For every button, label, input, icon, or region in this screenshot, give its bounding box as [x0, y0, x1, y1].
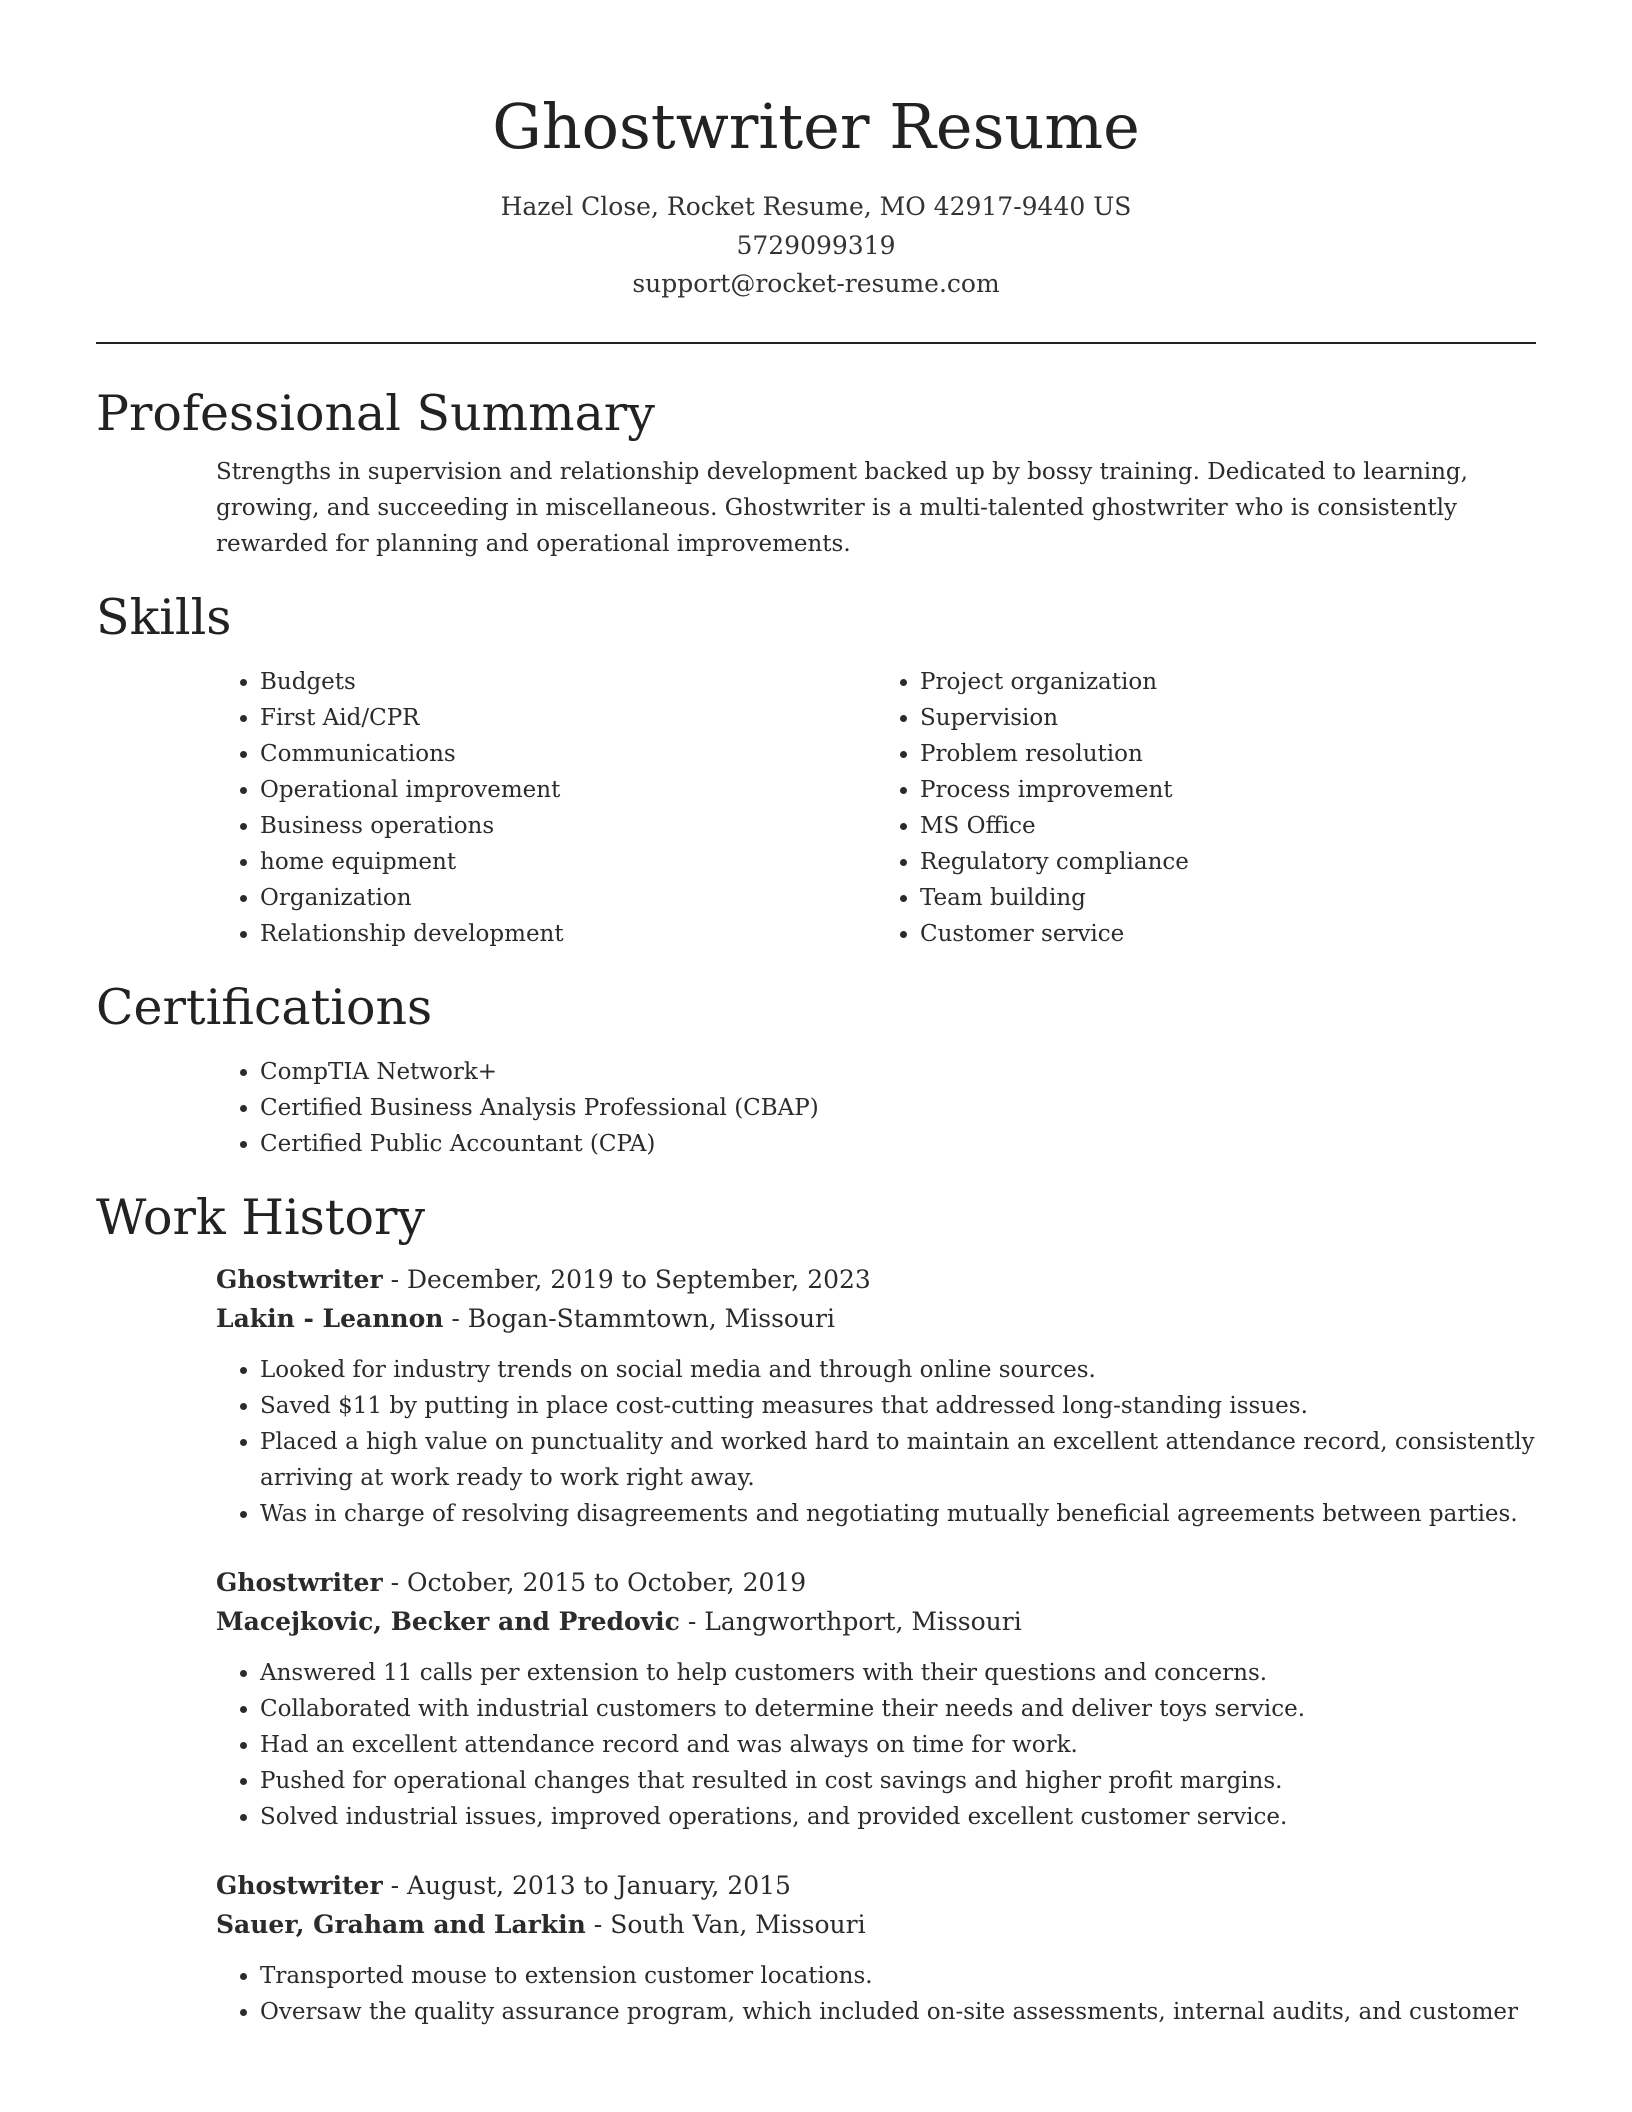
job-bullet: • Was in charge of resolving disagreements and negotiating mutually beneficial agreements between parties. [260, 1496, 1536, 1532]
skill-item: • Process improvement [920, 772, 1536, 808]
job-bullet: • Placed a high value on punctuality and worked hard to maintain an excellent attendance record, consistently arriving at work ready to work right away. [260, 1424, 1536, 1496]
job-title: Ghostwriter [216, 1264, 383, 1294]
certification-item: • CompTIA Network+ [260, 1054, 1536, 1090]
job-company-line [216, 1299, 1536, 1338]
job-dates: - December, 2019 to September, 2023 [382, 1264, 871, 1294]
job-company-line [216, 1905, 1536, 1944]
job-company: Lakin - Leannon [216, 1303, 444, 1333]
job-bullet: • Oversaw the quality assurance program, which included on-site assessments, internal audits, and customer [260, 1994, 1536, 2030]
job-bullet: • Transported mouse to extension customer locations. [260, 1958, 1536, 1994]
job-company: Macejkovic, Becker and Predovic [216, 1606, 680, 1636]
job-dates: - October, 2015 to October, 2019 [382, 1567, 807, 1597]
skill-item: • Business operations [260, 808, 876, 844]
job-title: Ghostwriter [216, 1567, 383, 1597]
job-bullets [216, 1352, 1536, 1532]
summary-text: Strengths in supervision and relationship development backed up by bossy training. Dedicated to learning, growing, and succeeding in miscellaneous. Ghostwriter is a multi-talented ghostwriter who is consistently rewarded for planning and operational improvements. [216, 458, 1468, 557]
skill-item: • Organization [260, 880, 876, 916]
job-bullet: • Looked for industry trends on social media and through online sources. [260, 1352, 1536, 1388]
section-title-summary: Professional Summary [96, 384, 655, 442]
skills-columns [216, 664, 1536, 952]
job-entry [96, 1260, 1536, 1532]
skills-list-left [216, 664, 876, 952]
job-bullet: • Had an excellent attendance record and was always on time for work. [260, 1727, 1536, 1763]
section-title-skills: Skills [96, 588, 232, 646]
resume-page [96, 0, 1536, 2030]
contact-phone: 5729099319 [736, 230, 896, 260]
skill-item: • Relationship development [260, 916, 876, 952]
certification-item: • Certified Public Accountant (CPA) [260, 1126, 1536, 1162]
contact-email: support@rocket-resume.com [632, 269, 1000, 298]
contact-block [96, 188, 1536, 304]
certification-item: • Certified Business Analysis Professional (CBAP) [260, 1090, 1536, 1126]
job-entry [96, 1563, 1536, 1835]
job-bullet: • Solved industrial issues, improved operations, and provided excellent customer service. [260, 1799, 1536, 1835]
job-company-line [216, 1602, 1536, 1641]
skill-item: • Supervision [920, 700, 1536, 736]
resume-title: Ghostwriter Resume [492, 90, 1140, 163]
job-company: Sauer, Graham and Larkin [216, 1909, 586, 1939]
job-bullets [216, 1655, 1536, 1835]
job-bullet: • Collaborated with industrial customers to determine their needs and deliver toys service. [260, 1691, 1536, 1727]
job-location: - South Van, Missouri [585, 1909, 866, 1939]
skills-list-right [876, 664, 1536, 952]
skill-item: • First Aid/CPR [260, 700, 876, 736]
job-bullet: • Answered 11 calls per extension to help customers with their questions and concerns. [260, 1655, 1536, 1691]
job-title-line [216, 1260, 1536, 1299]
job-bullets [216, 1958, 1536, 2030]
job-title-line [216, 1866, 1536, 1905]
job-bullet: • Saved $11 by putting in place cost-cutting measures that addressed long-standing issues. [260, 1388, 1536, 1424]
skill-item: • MS Office [920, 808, 1536, 844]
skill-item: • Problem resolution [920, 736, 1536, 772]
job-dates: - August, 2013 to January, 2015 [382, 1870, 791, 1900]
header-divider [96, 342, 1536, 344]
section-title-work-history: Work History [96, 1188, 426, 1246]
skill-item: • home equipment [260, 844, 876, 880]
skill-item: • Customer service [920, 916, 1536, 952]
work-history-list [96, 1260, 1536, 2030]
job-entry [96, 1866, 1536, 2030]
job-title: Ghostwriter [216, 1870, 383, 1900]
job-bullet: • Pushed for operational changes that resulted in cost savings and higher profit margins. [260, 1763, 1536, 1799]
section-title-certifications: Certifications [96, 978, 433, 1036]
skill-item: • Project organization [920, 664, 1536, 700]
skill-item: • Team building [920, 880, 1536, 916]
skill-item: • Regulatory compliance [920, 844, 1536, 880]
job-location: - Bogan-Stammtown, Missouri [443, 1303, 836, 1333]
skill-item: • Communications [260, 736, 876, 772]
job-location: - Langworthport, Missouri [679, 1606, 1022, 1636]
job-title-line [216, 1563, 1536, 1602]
certifications-list [216, 1054, 1536, 1162]
skill-item: • Budgets [260, 664, 876, 700]
contact-address: Hazel Close, Rocket Resume, MO 42917-9440 US [500, 192, 1132, 221]
skill-item: • Operational improvement [260, 772, 876, 808]
